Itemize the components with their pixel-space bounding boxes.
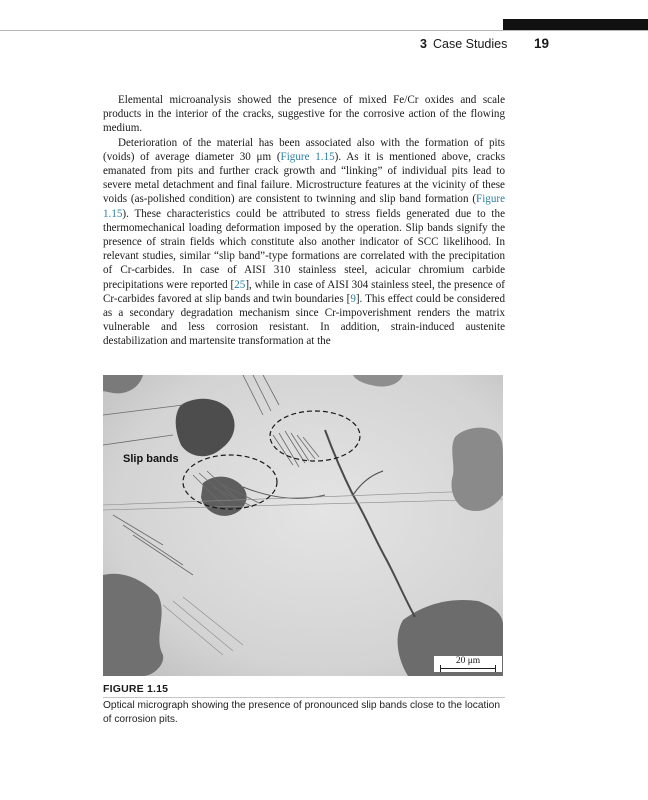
scale-bar-tick-left xyxy=(440,665,441,672)
running-head xyxy=(300,36,549,52)
figure-link-1[interactable]: Figure 1.15 xyxy=(280,150,335,163)
slip-bands-label: Slip bands xyxy=(123,453,179,465)
paragraph-2-text-d: ], while in case of AISI 304 stainless steel, the presence of Cr-carbides favored at slip bands and twin boundaries [ xyxy=(103,278,505,305)
scale-bar xyxy=(434,656,502,672)
header-rule xyxy=(0,30,648,31)
caption-rule xyxy=(103,697,505,698)
paragraph-2-text-e: ]. This effect could be considered as a secondary degradation mechanism since Cr-impoverishment renders the matrix vulnerable and less corrosion resistant. In addition, strain-induced austenite destabilization and martensite transformation at the xyxy=(103,292,505,348)
paragraph-2 xyxy=(103,136,505,349)
figure-link-2[interactable]: Figure 1.15 xyxy=(103,193,505,220)
paragraph-2-text-b: ). As it is mentioned above, cracks emanated from pits and further crack growth and “linking” of individual pits lead to severe metal detachment and final failure. Microstructure features at the vicinity of these voids (as-polished condition) are consistent to twinning and slip band formation ( xyxy=(103,150,506,206)
scale-bar-label: 20 μm xyxy=(455,656,481,666)
scale-bar-line xyxy=(440,668,496,669)
micrograph-figure xyxy=(103,375,503,676)
reference-link-25[interactable]: 25 xyxy=(234,278,246,291)
chapter-number: 3 xyxy=(420,37,427,51)
reference-link-9[interactable]: 9 xyxy=(350,292,356,305)
figure-caption-text: Optical micrograph showing the presence of pronounced slip bands close to the location of corrosion pits. xyxy=(103,700,500,725)
micrograph-image xyxy=(103,375,503,676)
paragraph-2-text-c: ). These characteristics could be attributed to stress fields generated due to the thermomechanical loading deformation imposed by the operation. Slip bands signify the presence of strain fields which constitute also another indicator of SCC likelihood. In relevant studies, similar “slip band”-type formations are correlated with the precipitation of Cr-carbides. In case of AISI 310 stainless steel, acicular chromium carbide precipitations were reported [ xyxy=(103,207,505,291)
body-text xyxy=(103,93,505,349)
chapter-title: Case Studies xyxy=(433,37,508,51)
paragraph-2-text-a: Deterioration of the material has been associated also with the formation of pits (voids) of average diameter 30 μm ( xyxy=(103,136,505,163)
scale-bar-tick-right xyxy=(495,665,496,672)
figure-caption-title: FIGURE 1.15 xyxy=(103,683,169,695)
page-number: 19 xyxy=(533,36,549,51)
paragraph-1: Elemental microanalysis showed the presence of mixed Fe/Cr oxides and scale products in the interior of the cracks, suggestive for the corrosive action of the flowing medium. xyxy=(103,94,505,135)
